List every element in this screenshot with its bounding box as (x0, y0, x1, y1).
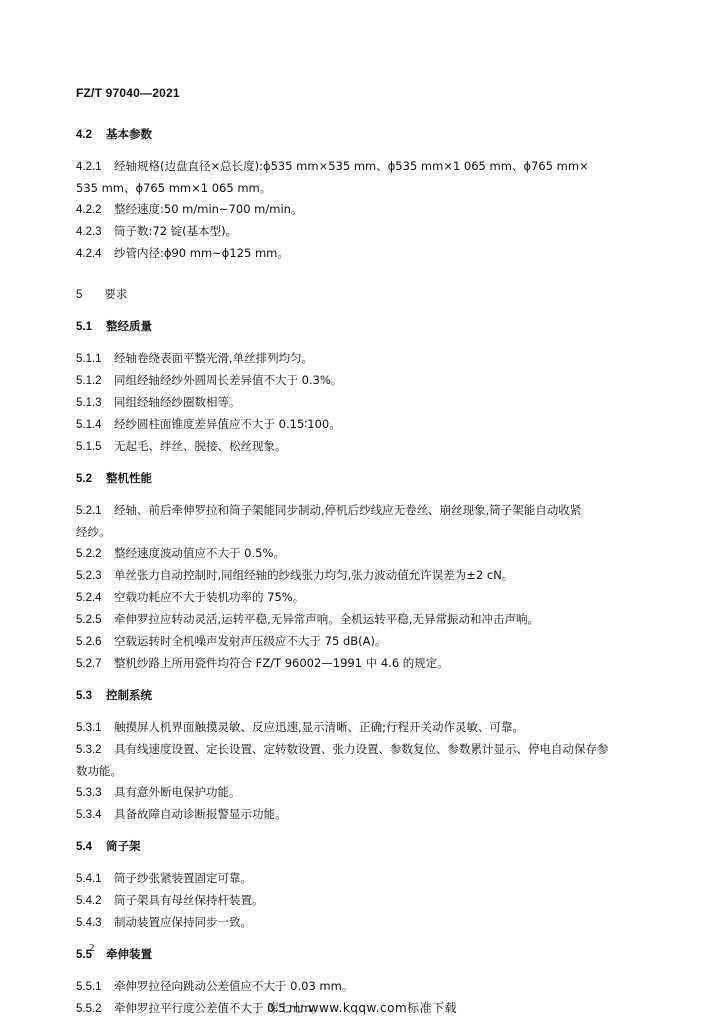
clause-text: 制动装置应保持同步一致。 (114, 915, 252, 929)
clause-number: 5.2.5 (76, 614, 102, 626)
clause-number: 5.3.2 (76, 744, 102, 756)
clause (76, 609, 652, 631)
clause-number: 5.4.2 (76, 895, 102, 907)
clause-text: 基本参数 (106, 127, 152, 141)
clause-text: 具有意外断电保护功能。 (114, 785, 241, 799)
clause-text: 同组经轴经纱外圆周长差异值不大于 0.3%。 (114, 373, 343, 387)
standard-code: FZ/T 97040—2021 (76, 86, 180, 100)
clause-text: 同组经轴经纱圈数相等。 (114, 395, 241, 409)
clause-text: 经轴卷绕表面平整光滑,单丝排列均匀。 (114, 351, 314, 365)
clause-text: 整机纱路上所用瓷件均符合 FZ/T 96002—1991 中 4.6 的规定。 (114, 656, 449, 670)
clause-text: 要求 (104, 287, 128, 301)
clause-text: 筒子架具有母丝保持杆装置。 (114, 893, 264, 907)
clause-text: 牵伸罗拉应转动灵活,运转平稳,无异常声响。全机运转平稳,无异常振动和冲击声响。 (114, 612, 539, 626)
clause-number: 5.1.5 (76, 441, 102, 453)
clause (76, 243, 652, 265)
clause-text: 牵伸罗拉径向跳动公差值应不大于 0.03 mm。 (114, 979, 354, 993)
clause-number: 4.2 (76, 129, 92, 141)
section-heading (76, 124, 652, 146)
clause-number: 5.2 (76, 473, 92, 485)
clause-continuation: 535 mm、ϕ765 mm×1 065 mm。 (76, 181, 272, 195)
clause (76, 717, 652, 739)
clause (76, 868, 652, 890)
clause (76, 392, 652, 414)
clause-text: 经纱圆柱面锥度差异值应不大于 0.15∶100。 (114, 417, 341, 431)
clause-number: 5.3.3 (76, 787, 102, 799)
clause-number: 4.2.1 (76, 161, 102, 173)
clause-text: 整经速度:50 m/min~700 m/min。 (114, 202, 303, 216)
clause (76, 221, 652, 243)
clause-text: 筒子数:72 锭(基本型)。 (114, 224, 238, 238)
clause-text: 整经质量 (106, 319, 152, 333)
clause (76, 436, 652, 458)
clause-number: 5.2.3 (76, 570, 102, 582)
clause-number: 5.2.2 (76, 548, 102, 560)
clause-continuation: 数功能。 (76, 764, 122, 778)
clause (76, 912, 652, 934)
clause (76, 199, 652, 221)
clause (76, 565, 652, 587)
clause-number: 4.2.2 (76, 204, 102, 216)
clause-text: 具备故障自动诊断报警显示功能。 (114, 807, 287, 821)
clause-number: 5.4.3 (76, 917, 102, 929)
clause (76, 156, 652, 199)
clause-number: 5.5 (76, 949, 92, 961)
clause (76, 500, 652, 543)
clause (76, 976, 652, 998)
clause-number: 5.4.1 (76, 873, 102, 885)
section-heading (76, 944, 652, 966)
clause-number: 5.2.6 (76, 636, 102, 648)
clause (76, 543, 652, 565)
clause-text: 空载运转时全机噪声发射声压级应不大于 75 dB(A)。 (114, 634, 387, 648)
clause-number: 5.1.2 (76, 375, 102, 387)
clause-text: 无起毛、绊丝、脱接、松丝现象。 (114, 439, 287, 453)
clause-text: 触摸屏人机界面触摸灵敏、反应迅速,显示清晰、正确;行程开关动作灵敏、可靠。 (114, 720, 525, 734)
clause (76, 653, 652, 675)
clause (76, 370, 652, 392)
clause-number: 5.3.4 (76, 809, 102, 821)
clause (76, 782, 652, 804)
clause (76, 804, 652, 826)
clause-text: 具有线速度设置、定长设置、定转数设置、张力设置、参数复位、参数累计显示、停电自动保存参 (114, 742, 609, 756)
clause-text: 经轴、前后牵伸罗拉和筒子架能同步制动,停机后纱线应无卷丝、崩丝现象,筒子架能自动收紧 (114, 503, 582, 517)
document-body (76, 124, 652, 1020)
clause-number: 4.2.3 (76, 226, 102, 238)
clause-text: 牵伸装置 (106, 947, 152, 961)
clause (76, 414, 652, 436)
clause-text: 筒子纱张紧装置固定可靠。 (114, 871, 252, 885)
clause-text: 纱管内径:ϕ90 mm~ϕ125 mm。 (114, 246, 289, 260)
clause-number: 4.2.4 (76, 248, 102, 260)
footer-watermark: 库七七 www.kqqw.com标准下载 (266, 1001, 458, 1015)
clause (76, 739, 652, 782)
clause-continuation: 经纱。 (76, 525, 111, 539)
section-heading (76, 685, 652, 707)
clause-number: 5.5.2 (76, 1003, 102, 1015)
clause-number: 5.2.1 (76, 505, 102, 517)
clause-text: 控制系统 (106, 688, 152, 702)
clause-number: 5.5.1 (76, 981, 102, 993)
clause-text: 经轴规格(边盘直径×总长度):ϕ535 mm×535 mm、ϕ535 mm×1 065 mm、ϕ765 mm× (114, 159, 589, 173)
clause-number: 5 (76, 289, 83, 301)
page-number: 2 (89, 942, 95, 954)
chapter-heading (76, 284, 652, 306)
clause (76, 631, 652, 653)
section-heading (76, 316, 652, 338)
clause-number: 5.1.3 (76, 397, 102, 409)
clause-number: 5.1.1 (76, 353, 102, 365)
clause-number: 5.1.4 (76, 419, 102, 431)
clause-number: 5.2.7 (76, 658, 102, 670)
clause (76, 348, 652, 370)
clause-text: 单丝张力自动控制时,同组经轴的纱线张力均匀,张力波动值允许误差为±2 cN。 (114, 568, 514, 582)
clause-number: 5.1 (76, 321, 92, 333)
clause-number: 5.2.4 (76, 592, 102, 604)
clause-number: 5.3 (76, 690, 92, 702)
clause (76, 890, 652, 912)
clause-text: 筒子架 (106, 839, 141, 853)
clause (76, 587, 652, 609)
section-heading (76, 836, 652, 858)
clause-text: 整经速度波动值应不大于 0.5%。 (114, 546, 285, 560)
clause-text: 牵伸罗拉平行度公差值不大于 0.5 mm。 (114, 1001, 324, 1015)
section-heading (76, 468, 652, 490)
clause-text: 整机性能 (106, 471, 152, 485)
clause-text: 空载功耗应不大于装机功率的 75%。 (114, 590, 305, 604)
clause-number: 5.4 (76, 841, 92, 853)
clause-number: 5.3.1 (76, 722, 102, 734)
